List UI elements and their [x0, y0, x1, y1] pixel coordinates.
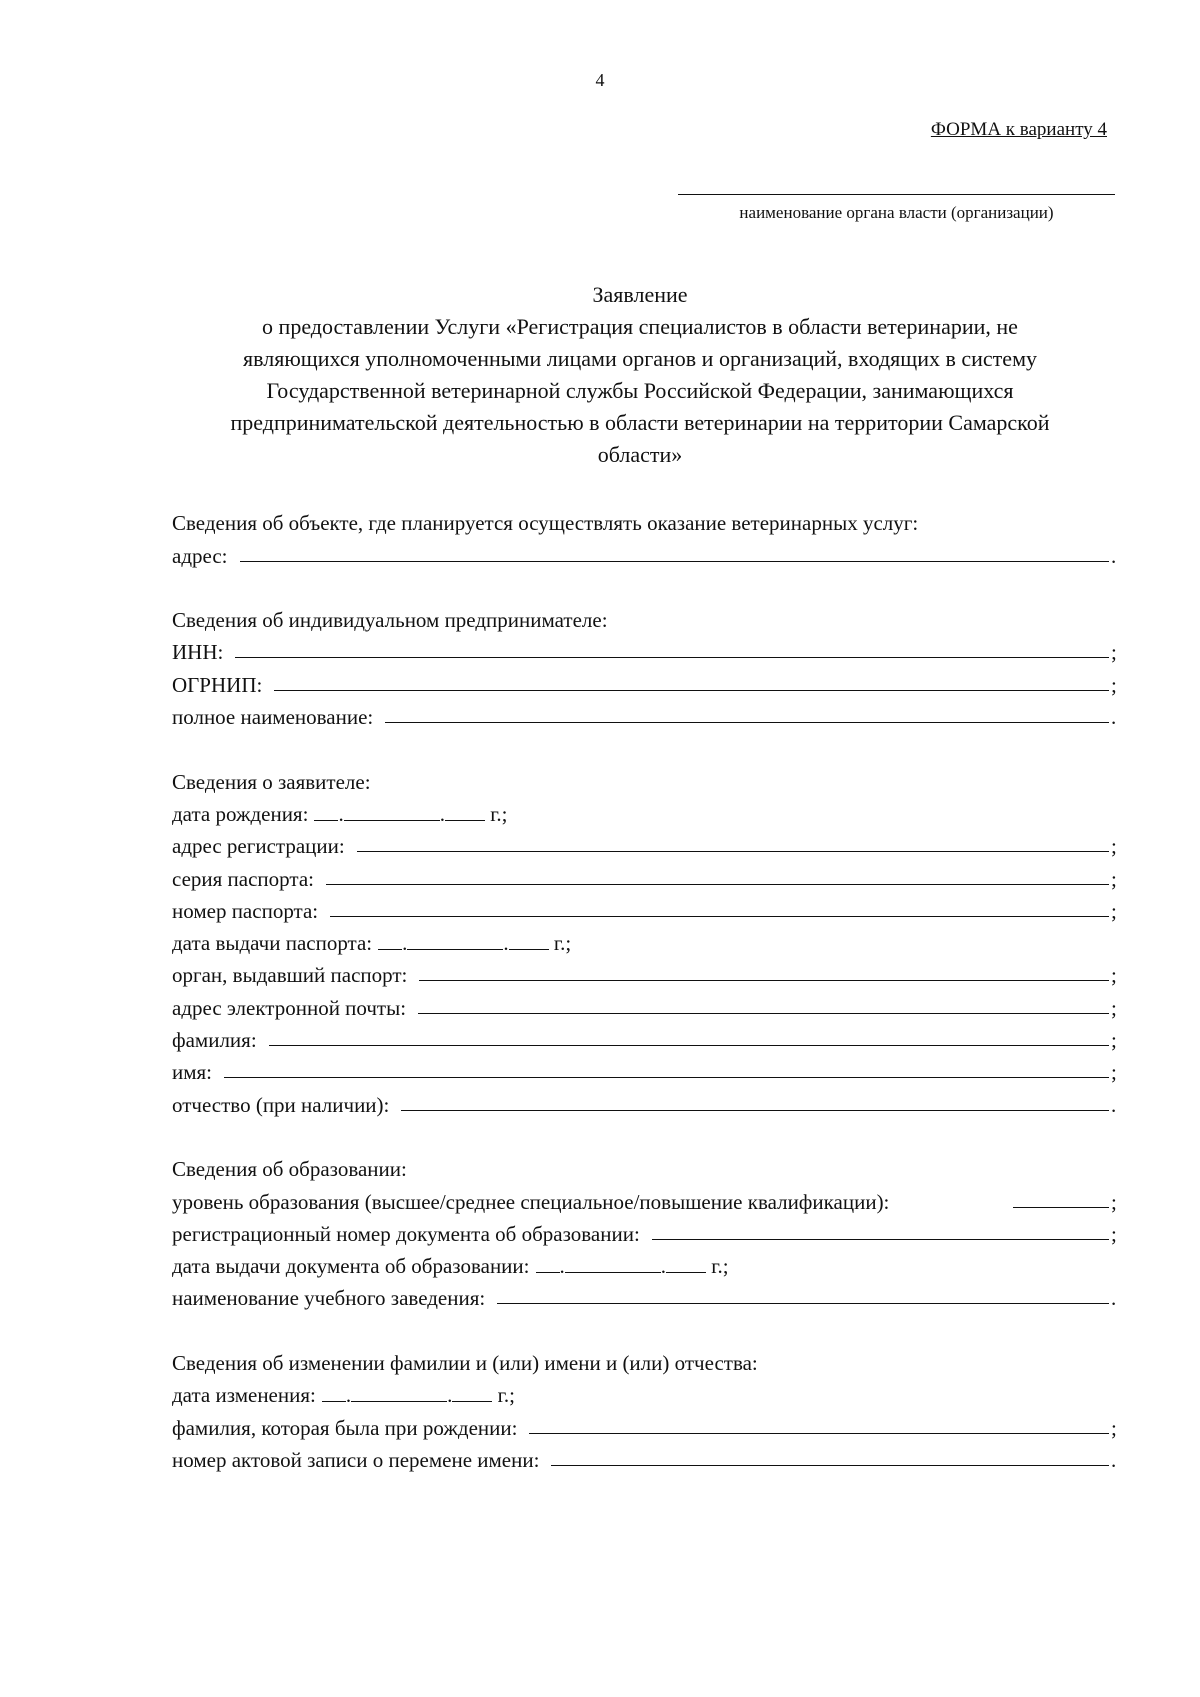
field-label: уровень образования (высшее/среднее специальное/повышение квалификации):: [172, 1189, 890, 1214]
object-address-field[interactable]: [240, 560, 1109, 562]
passport-issuer-field[interactable]: [419, 979, 1109, 981]
act-record-field[interactable]: [551, 1464, 1109, 1466]
row-end: ;: [1111, 1028, 1117, 1053]
field-label: ОГРНИП:: [172, 672, 263, 697]
object-address-row: [172, 536, 1119, 568]
passport-series-row: [172, 859, 1119, 891]
row-end: .: [1111, 1447, 1117, 1472]
email-row: [172, 988, 1119, 1020]
surname-field[interactable]: [269, 1044, 1109, 1046]
change-date-row: [172, 1376, 1119, 1408]
reg-address-field[interactable]: [357, 850, 1109, 852]
form-variant-label: ФОРМА к варианту 4: [930, 119, 1107, 140]
field-label: регистрационный номер документа об образовании:: [172, 1221, 640, 1246]
field-label: дата рождения:: [172, 801, 309, 826]
row-end: .: [1111, 705, 1117, 730]
passport-series-field[interactable]: [326, 883, 1109, 885]
title-heading: Заявление: [592, 282, 688, 307]
ogrnip-row: [172, 665, 1119, 697]
row-end: ;: [1111, 1415, 1117, 1440]
form-body: [172, 504, 1119, 1473]
row-end: ;: [1111, 1189, 1117, 1214]
section-heading: Сведения об изменении фамилии и (или) имени и (или) отчества:: [172, 1351, 758, 1376]
reg-address-row: [172, 827, 1119, 859]
section-heading: Сведения о заявителе:: [172, 769, 371, 794]
name-field[interactable]: [224, 1076, 1109, 1078]
passport-number-field[interactable]: [330, 915, 1109, 917]
inn-row: [172, 633, 1119, 665]
ogrnip-field[interactable]: [274, 689, 1109, 691]
field-label: номер паспорта:: [172, 898, 319, 923]
birth-date-field[interactable]: . . г.;: [308, 802, 507, 827]
field-label: полное наименование:: [172, 705, 374, 730]
row-end: ;: [1111, 866, 1117, 891]
email-field[interactable]: [418, 1012, 1109, 1014]
row-end: ;: [1111, 640, 1117, 665]
inn-field[interactable]: [235, 656, 1109, 658]
education-doc-number-field[interactable]: [652, 1238, 1109, 1240]
row-end: ;: [1111, 834, 1117, 859]
field-label: дата изменения:: [172, 1383, 316, 1408]
row-end: ;: [1111, 963, 1117, 988]
passport-issue-date-row: [172, 924, 1119, 956]
section-heading: Сведения об индивидуальном предпринимателе:: [172, 608, 608, 633]
row-end: ;: [1111, 1060, 1117, 1085]
title-line: Государственной ветеринарной службы Российской Федерации, занимающихся: [266, 378, 1014, 403]
education-doc-date-row: [172, 1247, 1119, 1279]
row-end: .: [1111, 543, 1117, 568]
row-end: ;: [1111, 1221, 1117, 1246]
education-doc-number-row: [172, 1215, 1119, 1247]
title-line: области»: [597, 442, 683, 467]
change-date-field[interactable]: . . г.;: [316, 1383, 515, 1408]
patronymic-field[interactable]: [401, 1109, 1109, 1111]
row-end: ;: [1111, 898, 1117, 923]
document-title: [170, 279, 1110, 471]
institution-field[interactable]: [497, 1302, 1109, 1304]
field-label: дата выдачи паспорта:: [172, 931, 373, 956]
field-label: номер актовой записи о перемене имени:: [172, 1447, 540, 1472]
field-label: фамилия:: [172, 1028, 257, 1053]
title-line: являющихся уполномоченными лицами органов и организаций, входящих в систему: [243, 346, 1037, 371]
row-end: .: [1111, 1092, 1117, 1117]
field-label: наименование учебного заведения:: [172, 1286, 486, 1311]
passport-issue-date-field[interactable]: . . г.;: [372, 931, 571, 956]
field-label: фамилия, которая была при рождении:: [172, 1415, 518, 1440]
title-line: предпринимательской деятельностью в области ветеринарии на территории Самарской: [230, 410, 1050, 435]
field-label: орган, выдавший паспорт:: [172, 963, 408, 988]
birth-date-row: [172, 795, 1119, 827]
field-label: имя:: [172, 1060, 213, 1085]
section-heading: Сведения об образовании:: [172, 1157, 407, 1182]
org-name-caption: наименование органа власти (организации): [739, 203, 1054, 222]
birth-surname-field[interactable]: [529, 1432, 1109, 1434]
field-label: адрес электронной почты:: [172, 995, 407, 1020]
title-line: о предоставлении Услуги «Регистрация специалистов в области ветеринарии, не: [262, 314, 1018, 339]
institution-row: [172, 1279, 1119, 1311]
field-label: отчество (при наличии):: [172, 1092, 390, 1117]
education-level-row: [172, 1182, 1119, 1214]
patronymic-row: [172, 1085, 1119, 1117]
field-label: дата выдачи документа об образовании:: [172, 1254, 530, 1279]
field-label: серия паспорта:: [172, 866, 314, 891]
full-name-row: [172, 698, 1119, 730]
surname-row: [172, 1021, 1119, 1053]
row-end: ;: [1111, 995, 1117, 1020]
birth-surname-row: [172, 1408, 1119, 1440]
page-number: 4: [595, 70, 605, 90]
field-label: адрес:: [172, 543, 228, 568]
passport-issuer-row: [172, 956, 1119, 988]
field-label: адрес регистрации:: [172, 834, 345, 859]
row-end: ;: [1111, 672, 1117, 697]
row-end: .: [1111, 1286, 1117, 1311]
education-doc-date-field[interactable]: . . г.;: [530, 1254, 729, 1279]
org-name-field[interactable]: [678, 194, 1115, 195]
field-label: ИНН:: [172, 640, 224, 665]
section-heading: Сведения об объекте, где планируется осуществлять оказание ветеринарных услуг:: [172, 511, 919, 536]
act-record-row: [172, 1441, 1119, 1473]
name-row: [172, 1053, 1119, 1085]
passport-number-row: [172, 892, 1119, 924]
full-name-field[interactable]: [385, 721, 1109, 723]
education-level-field[interactable]: [1013, 1206, 1109, 1208]
